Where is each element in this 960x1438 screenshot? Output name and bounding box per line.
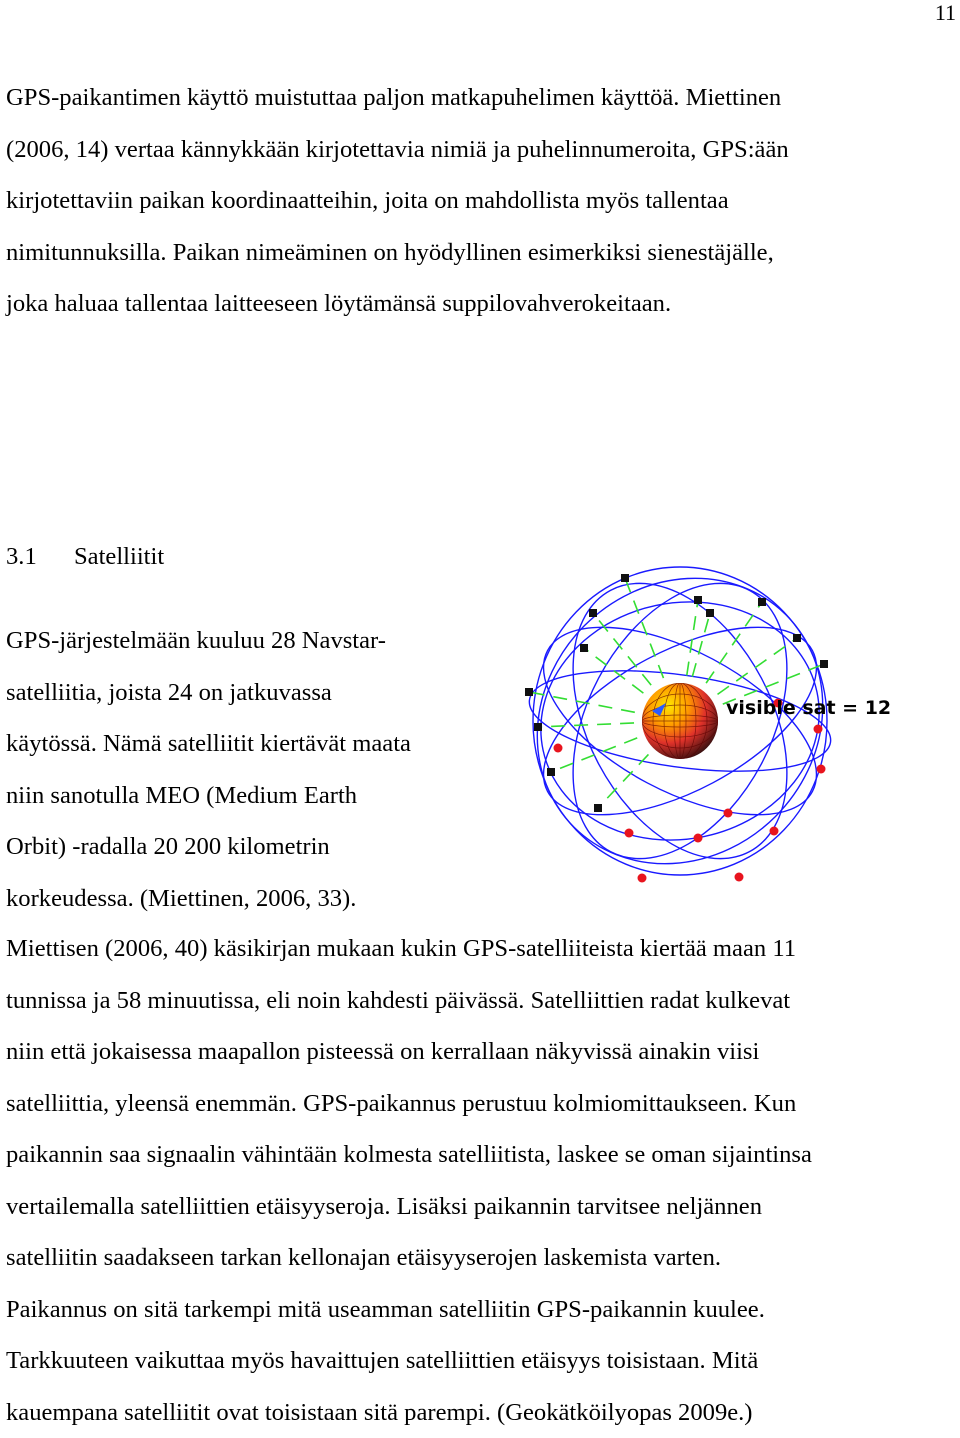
section-heading: [6, 531, 164, 583]
visible-satellite: [758, 598, 766, 606]
text-line: korkeudessa. (Miettinen, 2006, 33).: [6, 873, 506, 925]
text-line: niin sanotulla MEO (Medium Earth: [6, 770, 506, 822]
text-line: satelliitin saadakseen tarkan kellonajan etäisyyserojen laskemista varten.: [6, 1232, 958, 1284]
visible-satellite: [793, 634, 801, 642]
text-line: joka haluaa tallentaa laitteeseen löytämänsä suppilovahverokeitaan.: [6, 278, 946, 330]
text-line: käytössä. Nämä satelliitit kiertävät maata: [6, 718, 506, 770]
text-line: GPS-paikantimen käyttö muistuttaa paljon matkapuhelimen käyttöä. Miettinen: [6, 72, 946, 124]
text-line: Miettisen (2006, 40) käsikirjan mukaan kukin GPS-satelliiteista kiertää maan 11: [6, 923, 958, 975]
hidden-satellite: [694, 834, 703, 843]
hidden-satellite: [814, 725, 823, 734]
text-line: satelliitia, joista 24 on jatkuvassa: [6, 667, 506, 719]
hidden-satellite: [817, 765, 826, 774]
visible-satellite: [621, 574, 629, 582]
hidden-satellite: [724, 809, 733, 818]
section-number: 3.1: [6, 531, 74, 583]
paragraph-satellites: [6, 615, 506, 924]
hidden-satellite: [735, 873, 744, 882]
section-title: Satelliitit: [74, 543, 164, 570]
visible-satellite: [525, 688, 533, 696]
page-number: 11: [935, 0, 956, 26]
paragraph-gps-orbits: [6, 923, 958, 1438]
text-line: Orbit) -radalla 20 200 kilometrin: [6, 821, 506, 873]
text-line: niin että jokaisessa maapallon pisteessä on kerrallaan näkyvissä ainakin viisi: [6, 1026, 958, 1078]
paragraph-intro: [6, 72, 946, 330]
visible-satellite: [580, 644, 588, 652]
text-line: Tarkkuuteen vaikuttaa myös havaittujen satelliittien etäisyys toisistaan. Mitä: [6, 1335, 958, 1387]
visible-satellite: [820, 660, 828, 668]
text-line: kirjotettaviin paikan koordinaatteihin, joita on mahdollista myös tallentaa: [6, 175, 946, 227]
text-line: kauempana satelliitit ovat toisistaan sitä parempi. (Geokätköilyopas 2009e.): [6, 1387, 958, 1438]
visible-satellite: [694, 596, 702, 604]
text-line: vertailemalla satelliittien etäisyyseroja. Lisäksi paikannin tarvitsee neljännen: [6, 1181, 958, 1233]
hidden-satellite: [770, 827, 779, 836]
text-line: paikannin saa signaalin vähintään kolmesta satelliitista, laskee se oman sijaintinsa: [6, 1129, 958, 1181]
text-line: Paikannus on sitä tarkempi mitä useamman satelliitin GPS-paikannin kuulee.: [6, 1284, 958, 1336]
visible-sat-label: visible sat = 12: [726, 697, 891, 719]
hidden-satellite: [554, 744, 563, 753]
visible-satellite: [594, 804, 602, 812]
gps-constellation-figure: [520, 556, 898, 886]
hidden-satellite: [638, 874, 647, 883]
text-line: nimitunnuksilla. Paikan nimeäminen on hyödyllinen esimerkiksi sienestäjälle,: [6, 227, 946, 279]
visible-satellite: [547, 768, 555, 776]
text-line: GPS-järjestelmään kuuluu 28 Navstar-: [6, 615, 506, 667]
earth-globe: [642, 683, 718, 759]
hidden-satellite: [625, 829, 634, 838]
text-line: satelliittia, yleensä enemmän. GPS-paikannus perustuu kolmiomittaukseen. Kun: [6, 1078, 958, 1130]
text-line: (2006, 14) vertaa kännykkään kirjotettavia nimiä ja puhelinnumeroita, GPS:ään: [6, 124, 946, 176]
text-line: tunnissa ja 58 minuutissa, eli noin kahdesti päivässä. Satelliittien radat kulkevat: [6, 975, 958, 1027]
visible-satellite: [534, 723, 542, 731]
visible-satellite: [706, 609, 714, 617]
visible-satellite: [589, 609, 597, 617]
